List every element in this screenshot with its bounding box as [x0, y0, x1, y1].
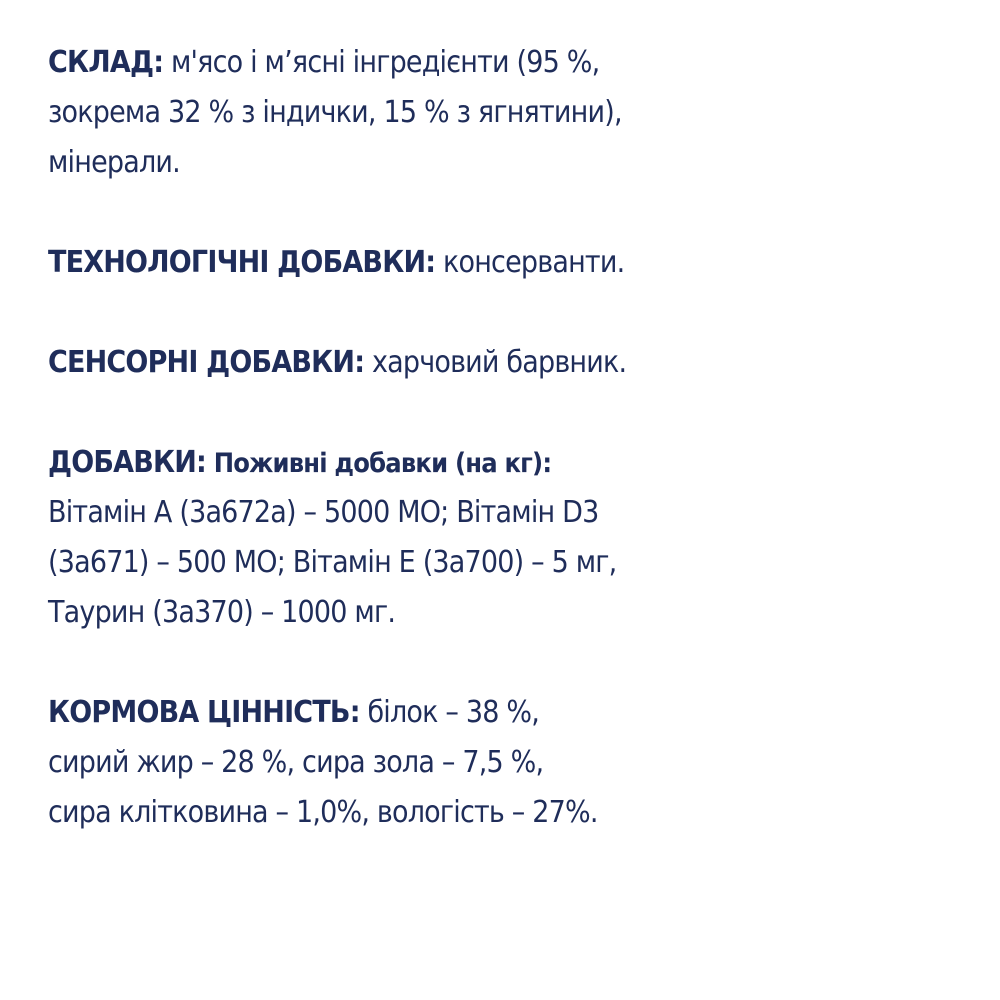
- nutritional-value-section: [48, 688, 968, 838]
- sensory-additives-line: [48, 338, 876, 388]
- technological-additives-heading: ТЕХНОЛОГІЧНІ ДОБАВКИ:: [48, 245, 436, 280]
- composition-line-3: мінерали.: [48, 145, 180, 180]
- sensory-additives-heading: СЕНСОРНІ ДОБАВКИ:: [48, 345, 365, 380]
- nutritional-value-line-2: сирий жир – 28 %, сира зола – 7,5 %,: [48, 745, 544, 780]
- nutritional-value-line-1: [48, 688, 876, 738]
- technological-additives-text: консерванти.: [435, 245, 625, 280]
- additives-section: [48, 438, 968, 638]
- technological-additives-line: [48, 238, 876, 288]
- composition-line-2: зокрема 32 % з індички, 15 % з ягнятини),: [48, 95, 622, 130]
- ingredients-text: [48, 38, 968, 888]
- nutritional-value-text: білок – 38 %,: [359, 695, 540, 730]
- composition-section: [48, 38, 968, 188]
- nutritional-value-line-3: сира клітковина – 1,0%, вологість – 27%.: [48, 795, 598, 830]
- sensory-additives-section: [48, 338, 968, 388]
- composition-text: м'ясо і м’ясні інгредієнти (95 %,: [163, 45, 600, 80]
- nutritional-value-heading: КОРМОВА ЦІННІСТЬ:: [48, 695, 360, 730]
- additives-heading: ДОБАВКИ:: [48, 445, 207, 480]
- additives-line-3: (3а671) – 500 МО; Вітамін Е (3а700) – 5 мг,: [48, 545, 617, 580]
- additives-line-2: Вітамін А (3а672а) – 5000 МО; Вітамін D3: [48, 495, 599, 530]
- sensory-additives-text: харчовий барвник.: [364, 345, 627, 380]
- composition-heading: СКЛАД:: [48, 45, 164, 80]
- technological-additives-section: [48, 238, 968, 288]
- additives-subheading: Поживні добавки (на кг):: [206, 448, 552, 479]
- additives-line-4: Таурин (3а370) – 1000 мг.: [48, 595, 396, 630]
- additives-line-1: [48, 438, 876, 488]
- composition-line-1: [48, 38, 876, 88]
